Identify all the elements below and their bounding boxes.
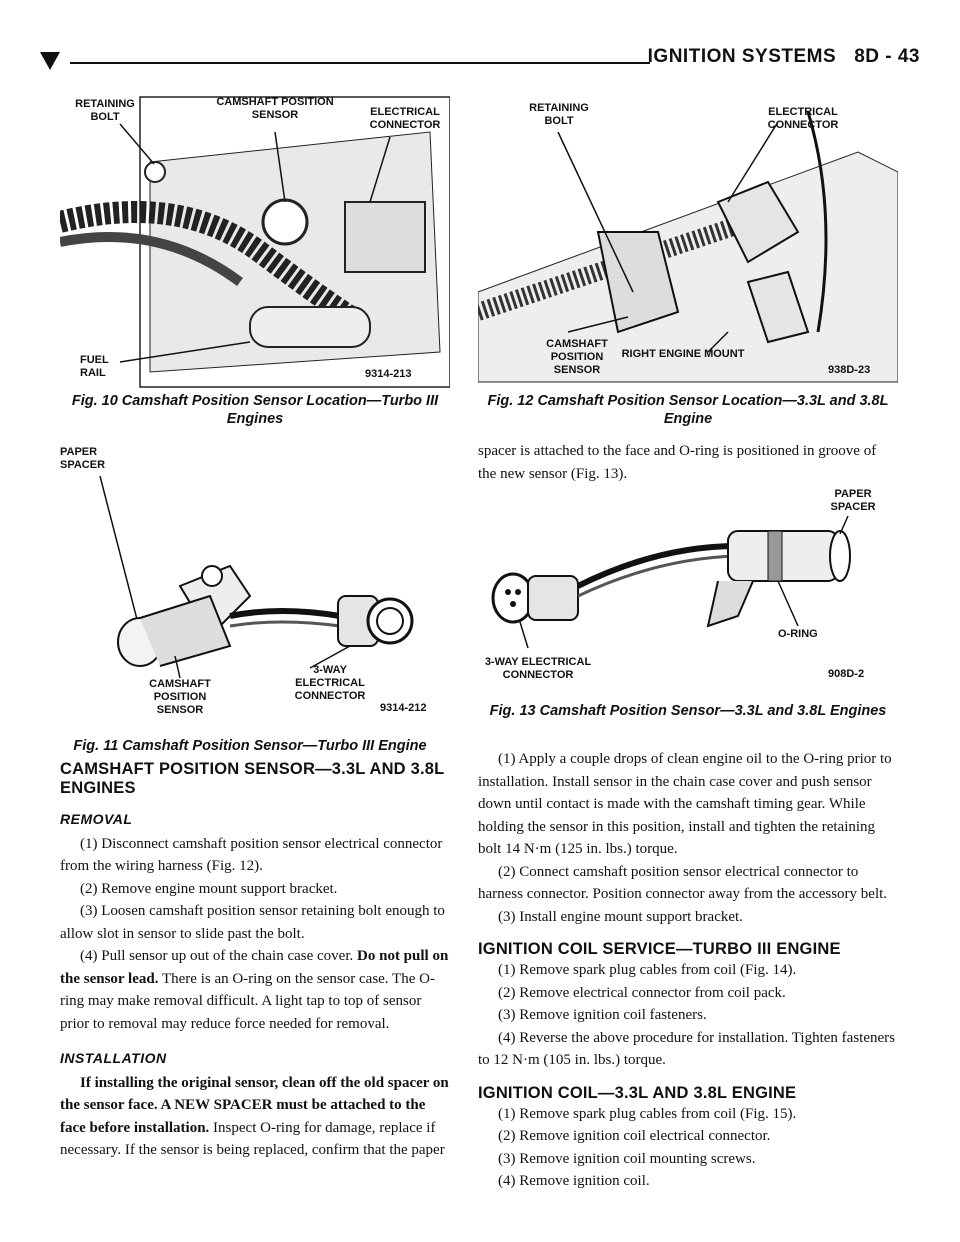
fig10-label-fuel-rail: FUEL RAIL <box>80 354 109 379</box>
coil-turbo-heading: IGNITION COIL SERVICE—TURBO III ENGINE <box>478 940 841 958</box>
coil-33-step-4: (4) Remove ignition coil. <box>498 1173 650 1189</box>
fig11-figure-code: 9314-212 <box>380 702 427 714</box>
fig10-illustration <box>60 92 450 392</box>
fig13-label-paper-spacer: PAPER SPACER <box>830 488 876 513</box>
figure-12 <box>478 92 898 390</box>
installation-note-rest: Inspect O-ring for damage, replace if necessary. If the sensor is being replaced, confirm that the paper <box>60 1119 445 1158</box>
fig13-label-oring: O-RING <box>778 628 818 640</box>
installation-note <box>60 1072 452 1162</box>
section-title: IGNITION SYSTEMS <box>647 46 837 67</box>
removal-warning: Do not pull on the sensor lead. <box>60 948 449 987</box>
fig12-label-elec-conn: ELECTRICAL CONNECTOR <box>767 106 839 131</box>
header-rule <box>70 62 650 64</box>
fig10-label-cam-sensor: CAMSHAFT POSITION SENSOR <box>216 96 334 121</box>
install-step-2: (2) Connect camshaft position sensor electrical connector to harness connector. Position connector away from the accessory belt. <box>478 863 888 902</box>
removal-step-3: (3) Loosen camshaft position sensor retaining bolt enough to allow slot in sensor to slide past the bolt. <box>60 903 445 942</box>
fig12-figure-code: 938D-23 <box>828 364 871 376</box>
installation-heading: INSTALLATION <box>60 1050 167 1066</box>
removal-step-1: (1) Disconnect camshaft position sensor electrical connector from the wiring harness (Fig. 12). <box>60 835 443 874</box>
fig10-label-retaining-bolt: RETAINING BOLT <box>75 98 135 123</box>
fig11-label-cam-sensor: CAMSHAFT POSITION SENSOR <box>149 678 211 716</box>
fig12-label-retaining-bolt: RETAINING BOLT <box>529 102 589 127</box>
page-header <box>40 46 920 76</box>
figure-13 <box>478 486 898 698</box>
removal-heading: REMOVAL <box>60 811 133 827</box>
fig13-figure-code: 908D-2 <box>828 668 865 680</box>
left-column <box>60 760 452 1162</box>
fig12-label-cam-sensor: CAMSHAFT POSITION SENSOR <box>546 338 608 376</box>
coil-turbo-step-1: (1) Remove spark plug cables from coil (Fig. 14). <box>498 962 797 978</box>
coil-turbo-step-2: (2) Remove electrical connector from coil pack. <box>498 984 786 1001</box>
fig12-caption: Fig. 12 Camshaft Position Sensor Location—3.3L and 3.8L Engine <box>487 393 889 427</box>
removal-step-4 <box>60 945 452 1035</box>
fig11-label-connector: 3-WAY ELECTRICAL CONNECTOR <box>294 664 366 702</box>
right-column-top <box>478 440 898 485</box>
installation-warning: If installing the original sensor, clean off the old spacer on the sensor face. A NEW SPACER must be attached to the face before installation. <box>60 1074 449 1136</box>
coil-33-heading: IGNITION COIL—3.3L AND 3.8L ENGINE <box>478 1083 797 1102</box>
cam-sensor-33-heading: CAMSHAFT POSITION SENSOR—3.3L AND 3.8L ENGINES <box>60 760 445 797</box>
coil-turbo-step-3: (3) Remove ignition coil fasteners. <box>498 1007 707 1023</box>
triangle-marker-icon <box>40 52 60 70</box>
fig12-label-mount: RIGHT ENGINE MOUNT <box>621 348 745 360</box>
figure-11 <box>60 446 450 720</box>
fig10-label-elec-conn: ELECTRICAL CONNECTOR <box>369 106 441 131</box>
right-column <box>478 748 898 1193</box>
header-title <box>648 46 920 68</box>
removal-step-4-text: (4) Pull sensor up out of the chain case cover. <box>80 948 354 964</box>
coil-33-step-2: (2) Remove ignition coil electrical connector. <box>498 1128 771 1144</box>
fig13-label-connector: 3-WAY ELECTRICAL CONNECTOR <box>484 656 592 681</box>
removal-step-2: (2) Remove engine mount support bracket. <box>80 880 338 897</box>
install-step-1: (1) Apply a couple drops of clean engine oil to the O-ring prior to installation. Install sensor in the chain case cover and push sensor down until contact is made with the camshaft timing gear. While holding the sensor in this position, install and tighten the retaining bolt 14 N·m (125 in. lbs.) torque. <box>478 751 892 857</box>
coil-33-step-1: (1) Remove spark plug cables from coil (Fig. 15). <box>498 1105 797 1122</box>
coil-33-step-3: (3) Remove ignition coil mounting screws. <box>498 1150 756 1167</box>
removal-step-4-rest: There is an O-ring on the sensor case. The O-ring may make removal difficult. A light tap to top of sensor prior to removal may reduce force needed for removal. <box>60 970 435 1032</box>
fig11-illustration <box>60 446 450 720</box>
fig11-caption: Fig. 11 Camshaft Position Sensor—Turbo III Engine <box>73 738 427 754</box>
fig10-figure-code: 9314-213 <box>365 368 412 380</box>
install-step-3: (3) Install engine mount support bracket. <box>498 908 743 925</box>
coil-turbo-step-4: (4) Reverse the above procedure for installation. Tighten fasteners to 12 N·m (105 in. lbs.) torque. <box>478 1029 895 1068</box>
figure-10 <box>60 92 450 392</box>
fig11-label-paper-spacer: PAPER SPACER <box>60 446 106 471</box>
page-number: 8D - 43 <box>854 46 920 67</box>
installation-continued: spacer is attached to the face and O-ring is positioned in groove of the new sensor (Fig. 13). <box>478 443 877 482</box>
fig13-caption: Fig. 13 Camshaft Position Sensor—3.3L and 3.8L Engines <box>489 703 887 719</box>
fig10-caption: Fig. 10 Camshaft Position Sensor Location—Turbo III Engines <box>71 393 439 427</box>
